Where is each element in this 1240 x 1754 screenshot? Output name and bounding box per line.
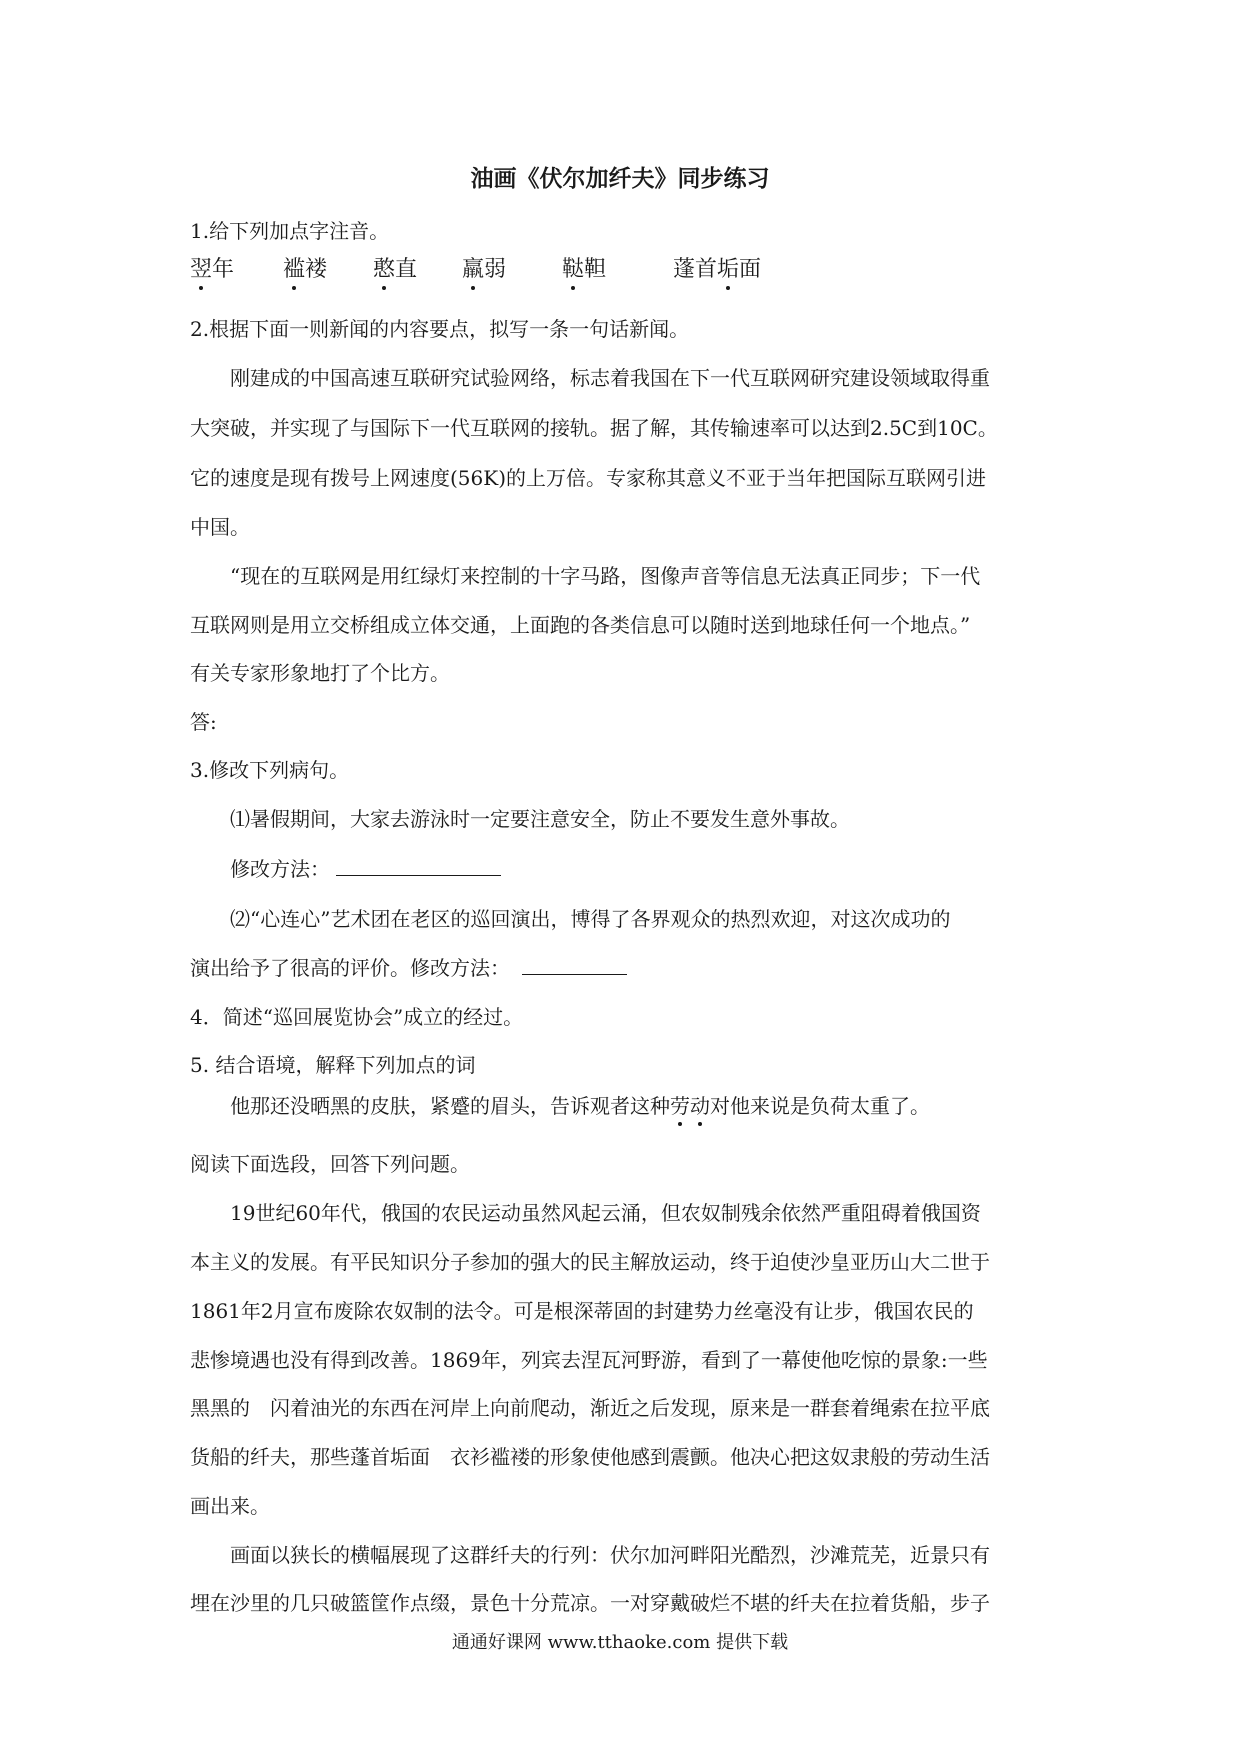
q3-item2-line2: 演出给予了很高的评价。修改方法： — [190, 956, 510, 980]
q1-word: 羸弱 — [462, 252, 506, 283]
reading-line: 悲惨境遇也没有得到改善。1869年，列宾去涅瓦河野游，看到了一幕使他吃惊的景象:一些 — [190, 1348, 988, 1372]
q2-answer-label: 答: — [190, 710, 217, 734]
q5-prompt: 5. 结合语境，解释下列加点的词 — [190, 1053, 476, 1077]
q2-news-line: 中国。 — [190, 515, 250, 539]
q1-prompt: 1.给下列加点字注音。 — [190, 219, 390, 243]
answer-blank[interactable] — [522, 956, 627, 975]
q1-word: 憨直 — [373, 252, 417, 283]
dotted-char: 劳 — [670, 1090, 690, 1119]
q1-word: 鞑靼 — [562, 252, 606, 283]
reading-line: 1861年2月宣布废除农奴制的法令。可是根深蒂固的封建势力丝毫没有让步，俄国农民的 — [190, 1299, 974, 1323]
q3-item2-line2-row — [190, 952, 1060, 981]
q2-quote-line: “现在的互联网是用红绿灯来控制的十字马路，图像声音等信息无法真正同步；下一代 — [230, 564, 981, 588]
q4-prompt: 4．简述“巡回展览协会”成立的经过。 — [190, 1005, 524, 1029]
q3-item1: ⑴暑假期间，大家去游泳时一定要注意安全，防止不要发生意外事故。 — [230, 807, 850, 831]
reading-line: 画出来。 — [190, 1494, 270, 1518]
q1-word: 蓬首垢面 — [673, 252, 761, 283]
page-title: 油画《伏尔加纤夫》同步练习 — [470, 166, 770, 192]
reading-line: 画面以狭长的横幅展现了这群纤夫的行列：伏尔加河畔阳光酷烈，沙滩荒芜，近景只有 — [230, 1543, 990, 1567]
q3-method-row — [230, 853, 1100, 882]
q1-word: 翌年 — [190, 252, 234, 283]
q2-news-line: 它的速度是现有拨号上网速度(56K)的上万倍。专家称其意义不亚于当年把国际互联网引进 — [190, 466, 986, 490]
q1-word: 褴褛 — [283, 252, 327, 283]
q2-prompt: 2.根据下面一则新闻的内容要点，拟写一条一句话新闻。 — [190, 317, 690, 341]
reading-line: 19世纪60年代，俄国的农民运动虽然风起云涌，但农奴制残余依然严重阻碍着俄国资 — [230, 1201, 981, 1225]
q2-quote-line: 有关专家形象地打了个比方。 — [190, 661, 450, 685]
q2-news-line: 大突破，并实现了与国际下一代互联网的接轨。据了解，其传输速率可以达到2.5C到10C。 — [190, 416, 998, 440]
q5-sentence: 他那还没晒黑的皮肤，紧蹙的眉头，告诉观者这种劳动对他来说是负荷太重了。 — [230, 1090, 1100, 1119]
q3-method-label: 修改方法： — [230, 857, 330, 881]
q2-news-line: 刚建成的中国高速互联研究试验网络，标志着我国在下一代互联网研究建设领域取得重 — [230, 366, 990, 390]
q2-quote-line: 互联网则是用立交桥组成立体交通，上面跑的各类信息可以随时送到地球任何一个地点。” — [190, 613, 971, 637]
answer-blank[interactable] — [336, 857, 501, 876]
q3-prompt: 3.修改下列病句。 — [190, 758, 350, 782]
reading-prompt: 阅读下面选段，回答下列问题。 — [190, 1152, 470, 1176]
dotted-char: 动 — [690, 1090, 710, 1119]
reading-line: 埋在沙里的几只破篮筐作点缀，景色十分荒凉。一对穿戴破烂不堪的纤夫在拉着货船，步子 — [190, 1591, 990, 1615]
reading-line: 货船的纤夫，那些蓬首垢面 衣衫褴褛的形象使他感到震颤。他决心把这奴隶般的劳动生活 — [190, 1445, 990, 1469]
q3-item2-line1: ⑵“心连心”艺术团在老区的巡回演出，博得了各界观众的热烈欢迎，对这次成功的 — [230, 907, 951, 931]
reading-line: 黑黑的 闪着油光的东西在河岸上向前爬动，渐近之后发现，原来是一群套着绳索在拉平底 — [190, 1396, 990, 1420]
reading-line: 本主义的发展。有平民知识分子参加的强大的民主解放运动，终于迫使沙皇亚历山大二世于 — [190, 1250, 990, 1274]
page-footer: 通通好课网 www.tthaoke.com 提供下载 — [451, 1632, 789, 1653]
